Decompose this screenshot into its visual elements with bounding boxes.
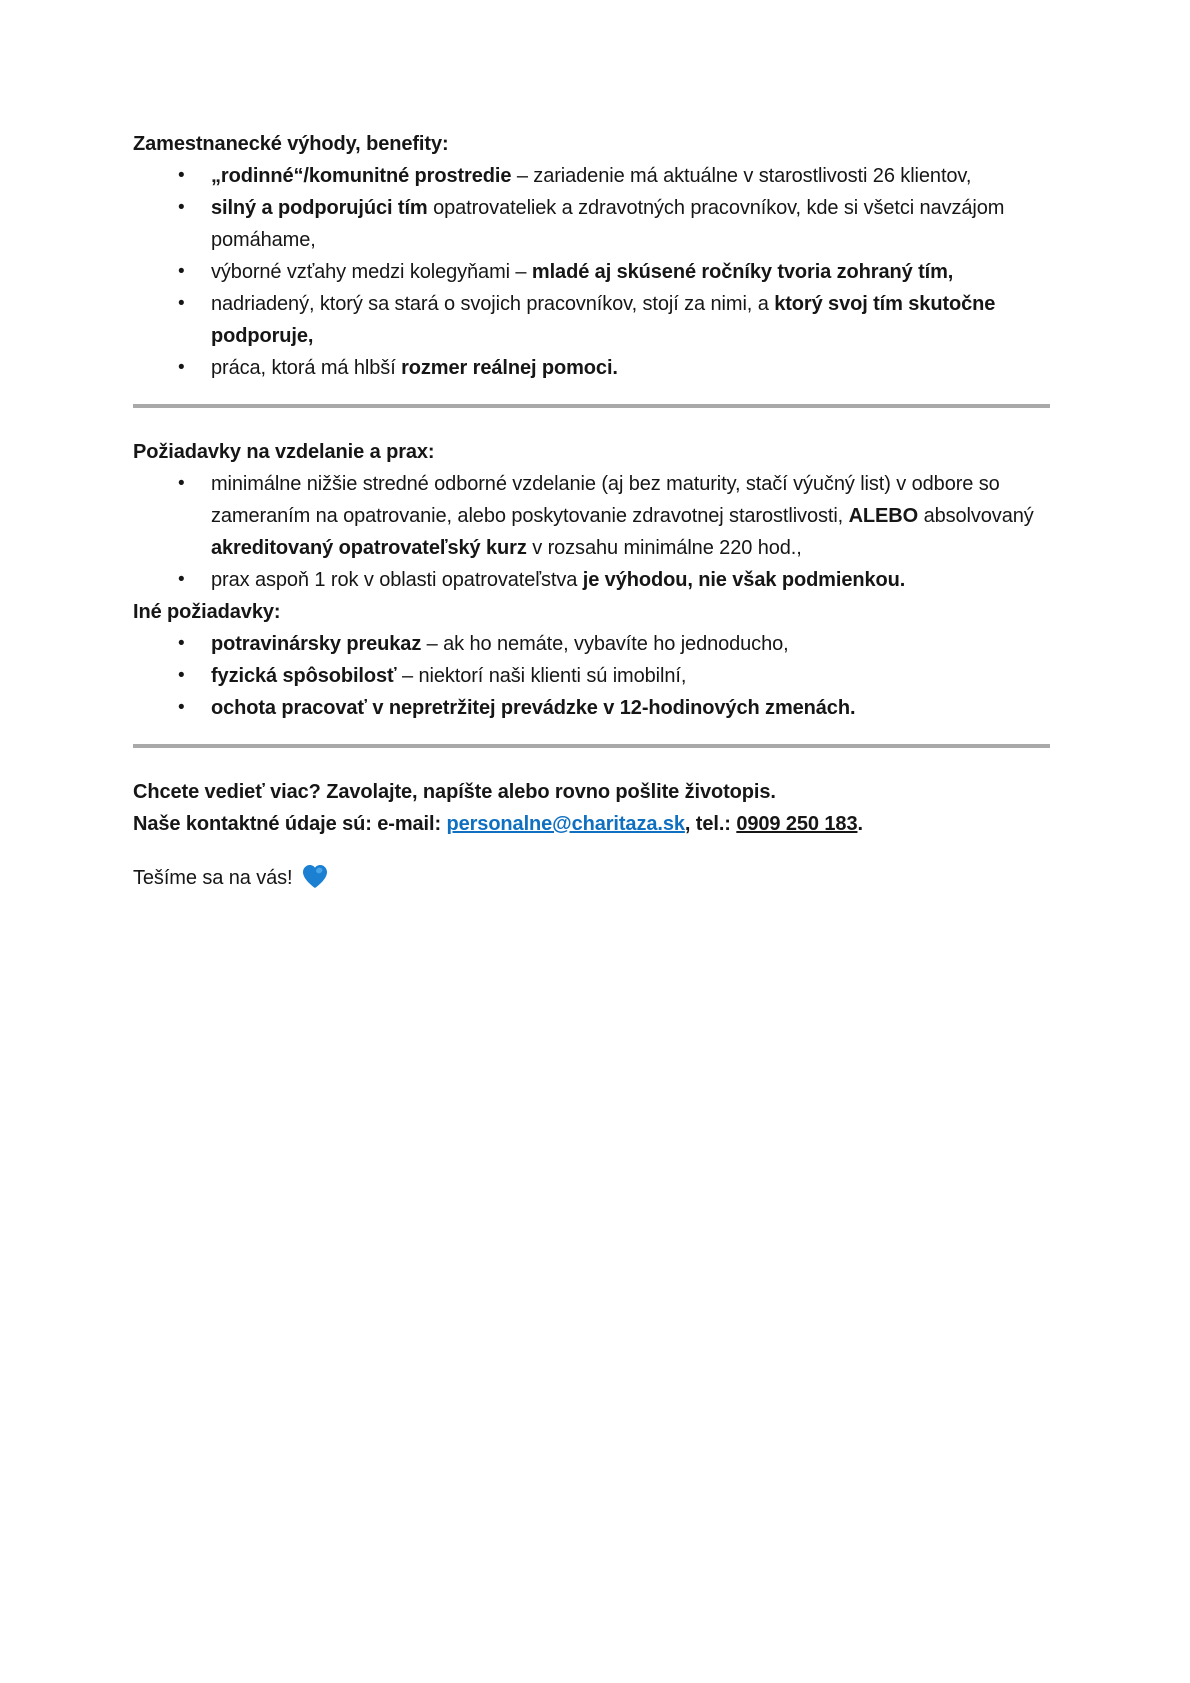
section-heading: Požiadavky na vzdelanie a prax: bbox=[133, 441, 435, 463]
section-divider bbox=[133, 744, 1050, 748]
paragraph bbox=[133, 808, 1050, 840]
text-run: je výhodou, nie však podmienkou. bbox=[582, 569, 906, 591]
list-item bbox=[133, 352, 1050, 384]
bullet-icon: • bbox=[178, 633, 185, 654]
paragraph bbox=[133, 776, 1050, 808]
bullet-icon: • bbox=[178, 197, 185, 218]
section-divider bbox=[133, 404, 1050, 408]
section-heading: Zamestnanecké výhody, benefity: bbox=[133, 133, 449, 155]
text-run: silný a podporujúci tím bbox=[211, 197, 428, 219]
text-run: fyzická spôsobilosť bbox=[211, 665, 397, 687]
list-item bbox=[133, 628, 1050, 660]
bullet-icon: • bbox=[178, 261, 185, 282]
text-run: Chcete vedieť viac? Zavolajte, napíšte alebo rovno pošlite životopis. bbox=[133, 781, 776, 803]
text-run: prax aspoň 1 rok v oblasti opatrovateľstva bbox=[211, 569, 583, 591]
bullet-icon: • bbox=[178, 569, 185, 590]
text-run: ktorý svoj tím skutočne podporuje, bbox=[211, 293, 996, 347]
bullet-icon: • bbox=[178, 165, 185, 186]
list-item bbox=[133, 692, 1050, 724]
bullet-icon: • bbox=[178, 665, 185, 686]
blue-heart-icon bbox=[300, 862, 330, 890]
list-item bbox=[133, 256, 1050, 288]
text-run: výborné vzťahy medzi kolegyňami – bbox=[211, 261, 532, 283]
text-run: – ak ho nemáte, vybavíte ho jednoducho, bbox=[421, 633, 789, 655]
text-run: v rozsahu minimálne 220 hod., bbox=[526, 537, 802, 559]
phone-number[interactable]: 0909 250 183 bbox=[736, 813, 858, 835]
text-run: „rodinné“/komunitné prostredie bbox=[211, 165, 512, 187]
text-run: akreditovaný opatrovateľský kurz bbox=[211, 537, 527, 559]
text-run: opatrovateliek a zdravotných pracovníkov, kde si všetci navzájom pomáhame, bbox=[211, 197, 1005, 251]
document-content bbox=[133, 128, 1050, 894]
text-run: minimálne nižšie stredné odborné vzdelanie (aj bez maturity, stačí výučný list) v odbore so zameraním na opatrovanie, alebo poskytovanie zdravotnej starostlivosti, bbox=[211, 473, 1000, 527]
list-item bbox=[133, 192, 1050, 256]
bullet-icon: • bbox=[178, 357, 185, 378]
text-run: Naše kontaktné údaje sú: e-mail: bbox=[133, 813, 447, 835]
closing-line bbox=[133, 862, 1050, 894]
bullet-icon: • bbox=[178, 473, 185, 494]
bullet-icon: • bbox=[178, 293, 185, 314]
text-run: mladé aj skúsené ročníky tvoria zohraný tím, bbox=[531, 261, 954, 283]
text-run: – zariadenie má aktuálne v starostlivosti 26 klientov, bbox=[511, 165, 972, 187]
text-run: ochota pracovať v nepretržitej prevádzke v 12-hodinových zmenách. bbox=[211, 697, 856, 719]
section-heading: Iné požiadavky: bbox=[133, 601, 281, 623]
text-run: ALEBO bbox=[848, 505, 919, 527]
text-run: absolvovaný bbox=[918, 505, 1034, 527]
text-run: . bbox=[857, 813, 863, 835]
list-item bbox=[133, 660, 1050, 692]
list-item bbox=[133, 564, 1050, 596]
list-item bbox=[133, 160, 1050, 192]
text-run: nadriadený, ktorý sa stará o svojich pracovníkov, stojí za nimi, a bbox=[211, 293, 775, 315]
email-link[interactable]: personalne@charitaza.sk bbox=[446, 813, 685, 835]
list-item bbox=[133, 468, 1050, 564]
text-run: – niektorí naši klienti sú imobilní, bbox=[396, 665, 687, 687]
bullet-icon: • bbox=[178, 697, 185, 718]
text-run: , tel.: bbox=[684, 813, 737, 835]
text-run: práca, ktorá má hlbší bbox=[211, 357, 402, 379]
text-run: Tešíme sa na vás! bbox=[133, 867, 293, 889]
text-run: potravinársky preukaz bbox=[211, 633, 422, 655]
list-item bbox=[133, 288, 1050, 352]
text-run: rozmer reálnej pomoci. bbox=[401, 357, 618, 379]
